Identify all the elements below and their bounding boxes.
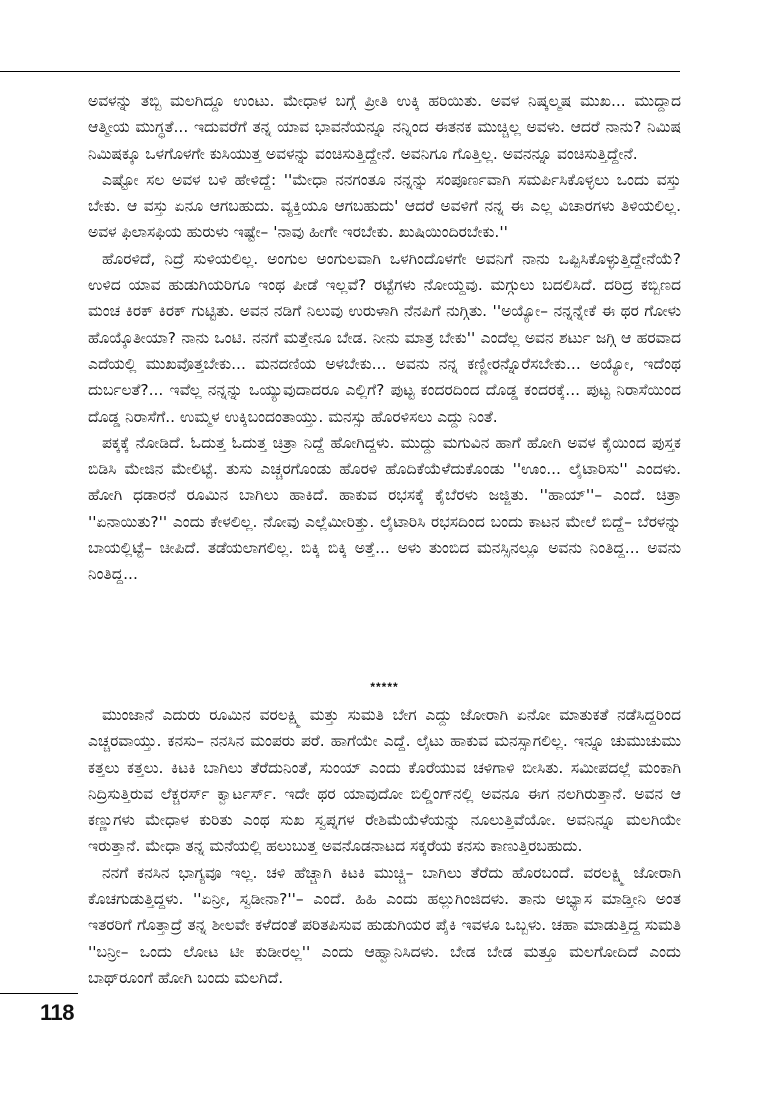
page-number: 118 (40, 1000, 74, 1025)
paragraph: ಅವಳನ್ನು ತಬ್ಬಿ ಮಲಗಿದ್ದೂ ಉಂಟು. ಮೇಧಾಳ ಬಗ್ಗೆ ಪ್ರೀತಿ ಉಕ್ಕಿ ಹರಿಯಿತು. ಅವಳ ನಿಷ್ಕಲ್ಮಷ ಮುಖ... ಮುದ್ದಾದ ಆತ್ಮೀಯ ಮುಗ್ಧತೆ... ಇದುವರೆಗೆ ತನ್ನ ಯಾವ ಭಾವನೆಯನ್ನೂ ನನ್ನಿಂದ ಈತನಕ ಮುಚ್ಚಿಲ್ಲ ಅವಳು. ಆದರೆ ನಾನು? ನಿಮಿಷ ನಿಮಿಷಕ್ಕೂ ಒಳಗೊಳಗೇ ಕುಸಿಯುತ್ತ ಅವಳನ್ನು ವಂಚಿಸುತ್ತಿದ್ದೇನೆ. ಅವನಿಗೂ ಗೊತ್ತಿಲ್ಲ. ಅವನನ್ನೂ ವಂಚಿಸುತ್ತಿದ್ದೇನೆ. (88, 92, 681, 163)
body-text-before-break (88, 88, 681, 588)
paragraph: ಮುಂಜಾನೆ ಎದುರು ರೂಮಿನ ವರಲಕ್ಷ್ಮಿ ಮತ್ತು ಸುಮತಿ ಬೇಗ ಎದ್ದು ಜೋರಾಗಿ ಏನೋ ಮಾತುಕತೆ ನಡೆಸಿದ್ದರಿಂದ ಎಚ್ಚರವಾಯ್ತು. ಕನಸು– ನನಸಿನ ಮಂಪರು ಪರೆ. ಹಾಗೆಯೇ ಎದ್ದೆ. ಲೈಟು ಹಾಕುವ ಮನಸ್ಸಾಗಲಿಲ್ಲ. ಇನ್ನೂ ಚುಮುಚುಮು ಕತ್ತಲು ಕತ್ತಲು. ಕಿಟಕಿ ಬಾಗಿಲು ತೆರೆದುನಿಂತೆ, ಸುಂಯ್ ಎಂದು ಕೊರೆಯುವ ಚಳಿಗಾಳಿ ಬೀಸಿತು. ಸಮೀಪದಲ್ಲೆ ಮಂಕಾಗಿ ನಿದ್ರಿಸುತ್ತಿರುವ ಲೆಕ್ಚರರ್ಸ್ ಕ್ವಾರ್ಟರ್ಸ್. ಇದೇ ಥರ ಯಾವುದೋ ಬಿಲ್ಡಿಂಗ್‌ನಲ್ಲಿ ಅವನೂ ಈಗ ನಲಗಿರುತ್ತಾನೆ. ಅವನ ಆ ಕಣ್ಣುಗಳು ಮೇಧಾಳ ಕುರಿತು ಎಂಥ ಸುಖ ಸ್ವಪ್ನಗಳ ರೇಶಿಮೆಯೆಳೆಯನ್ನು ನೂಲುತ್ತಿವೆಯೋ. ಅವನಿನ್ನೂ ಮಲಗಿಯೇ ಇರುತ್ತಾನೆ. ಮೇಧಾ ತನ್ನ ಮನೆಯಲ್ಲಿ ಹಲುಬುತ್ತ ಅವನೊಡನಾಟದ ಸಕ್ಕರೆಯ ಕನಸು ಕಾಣುತ್ತಿರಬಹುದು. (88, 706, 681, 856)
section-break: ***** (370, 680, 399, 694)
header-rule (0, 71, 680, 72)
footer-rule (0, 993, 78, 994)
paragraph: ಎಷ್ಟೋ ಸಲ ಅವಳ ಬಳಿ ಹೇಳಿದ್ದೆ: ''ಮೇಧಾ ನನಗಂತೂ ನನ್ನನ್ನು ಸಂಪೂರ್ಣವಾಗಿ ಸಮರ್ಪಿಸಿಕೊಳ್ಳಲು ಒಂದು ವಸ್ತು ಬೇಕು. ಆ ವಸ್ತು ಏನೂ ಆಗಬಹುದು. ವ್ಯಕ್ತಿಯೂ ಆಗಬಹುದು' ಆದರೆ ಅವಳಿಗೆ ನನ್ನ ಈ ಎಲ್ಲ ವಿಚಾರಗಳು ತಿಳಿಯಲಿಲ್ಲ. ಅವಳ ಫಿಲಾಸಫಿಯ ಹುರುಳು ಇಷ್ಟೇ– 'ನಾವು ಹೀಗೇ ಇರಬೇಕು. ಖುಷಿಯಿಂದಿರಬೇಕು.'' (88, 170, 681, 242)
paragraph: ನನಗೆ ಕನಸಿನ ಭಾಗ್ಯವೂ ಇಲ್ಲ. ಚಳಿ ಹೆಚ್ಚಾಗಿ ಕಿಟಕಿ ಮುಚ್ಚಿ– ಬಾಗಿಲು ತೆರೆದು ಹೊರಬಂದೆ. ವರಲಕ್ಷ್ಮಿ ಜೋರಾಗಿ ಕೊಚಗುಡುತ್ತಿದ್ದಳು. ''ಏನ್ರೀ, ಸ್ವಡೀನಾ?''– ಎಂದೆ. ಹಿಹಿ ಎಂದು ಹಲ್ಲುಗಿಂಜಿದಳು. ತಾನು ಅಭ್ಯಾಸ ಮಾಡ್ತೀನಿ ಅಂತ ಇತರರಿಗೆ ಗೊತ್ತಾದ್ರೆ ತನ್ನ ಶೀಲವೇ ಕಳೆದಂತೆ ಪರಿತಪಿಸುವ ಹುಡುಗಿಯರ ಪೈಕಿ ಇವಳೂ ಒಬ್ಬಳು. ಚಹಾ ಮಾಡುತ್ತಿದ್ದ ಸುಮತಿ ''ಬನ್ರೀ– ಒಂದು ಲೋಟ ಟೀ ಕುಡೀರಲ್ಲ'' ಎಂದು ಆಹ್ವಾನಿಸಿದಳು. ಬೇಡ ಬೇಡ ಮತ್ತೂ ಮಲಗೋದಿದೆ ಎಂದು ಬಾಥ್‌ರೂಂಗೆ ಹೋಗಿ ಬಂದು ಮಲಗಿದೆ. (88, 863, 681, 987)
paragraph: ಹೊರಳಿದೆ, ನಿದ್ರೆ ಸುಳಿಯಲಿಲ್ಲ. ಅಂಗುಲ ಅಂಗುಲವಾಗಿ ಒಳಗಿಂದೊಳಗೇ ಅವನಿಗೆ ನಾನು ಒಪ್ಪಿಸಿಕೊಳ್ಳುತ್ತಿದ್ದೇನೆಯೆ? ಉಳಿದ ಯಾವ ಹುಡುಗಿಯರಿಗೂ ಇಂಥ ಪೀಡೆ ಇಲ್ಲವೆ? ರಟ್ಟೆಗಳು ನೋಯ್ದವು. ಮಗ್ಗುಲು ಬದಲಿಸಿದೆ. ದರಿದ್ರ ಕಬ್ಬಿಣದ ಮಂಚ ಕಿರಕ್ ಕಿರಕ್ ಗುಟ್ಟಿತು. ಅವನ ನಡಿಗೆ ನಿಲುವು ಉರುಳಾಗಿ ನೆನಪಿಗೆ ನುಗ್ಗಿತು. ''ಅಯ್ಯೋ– ನನ್ನನ್ನೇಕೆ ಈ ಥರ ಗೋಳು ಹೊಯ್ಕೊತೀಯಾ? ನಾನು ಒಂಟಿ. ನನಗೆ ಮತ್ತೇನೂ ಬೇಡ. ನೀನು ಮಾತ್ರ ಬೇಕು'' ಎಂದೆಲ್ಲ ಅವನ ಶರ್ಟು ಜಗ್ಗಿ ಆ ಹರವಾದ ಎದೆಯಲ್ಲಿ ಮುಖವೊತ್ತಬೇಕು... ಮನದಣಿಯ ಅಳಬೇಕು... ಅವನು ನನ್ನ ಕಣ್ಣೀರನ್ನೊರೆಸಬೇಕು... ಅಯ್ಯೋ, ಇದೆಂಥ ದುರ್ಬಲತೆ?... ಇವೆಲ್ಲ ನನ್ನನ್ನು ಒಯ್ಯುವುದಾದರೂ ಎಲ್ಲಿಗೆ? ಪುಟ್ಟ ಕಂದರದಿಂದ ದೊಡ್ಡ ಕಂದರಕ್ಕೆ... ಪುಟ್ಟ ನಿರಾಸೆಯಿಂದ ದೊಡ್ಡ ನಿರಾಸೆಗೆ.. ಉಮ್ಮಳ ಉಕ್ಕಿಬಂದಂತಾಯ್ತು. ಮನಸ್ಸು ಹೊರಳಿಸಲು ಎದ್ದು ನಿಂತೆ. (88, 249, 681, 426)
paragraph: ಪಕ್ಕಕ್ಕೆ ನೋಡಿದೆ. ಓದುತ್ತ ಓದುತ್ತ ಚಿತ್ರಾ ನಿದ್ದೆ ಹೋಗಿದ್ದಳು. ಮುದ್ದು ಮಗುವಿನ ಹಾಗೆ ಹೋಗಿ ಅವಳ ಕೈಯಿಂದ ಪುಸ್ತಕ ಬಿಡಿಸಿ ಮೇಜಿನ ಮೇಲಿಟ್ಟೆ. ತುಸು ಎಚ್ಚರಗೊಂಡು ಹೊರಳಿ ಹೊದಿಕೆಯೆಳೆದುಕೊಂಡು ''ಊಂ... ಲೈಟಾರಿಸು'' ಎಂದಳು. ಹೋಗಿ ಧಡಾರನೆ ರೂಮಿನ ಬಾಗಿಲು ಹಾಕಿದೆ. ಹಾಕುವ ರಭಸಕ್ಕೆ ಕೈಬೆರಳು ಜಜ್ಜಿತು. ''ಹಾಯ್''– ಎಂದೆ. ಚಿತ್ರಾ ''ಏನಾಯಿತು?'' ಎಂದು ಕೇಳಲಿಲ್ಲ. ನೋವು ಎಲ್ಲೆಮೀರಿತ್ತು. ಲೈಟಾರಿಸಿ ರಭಸದಿಂದ ಬಂದು ಕಾಟನ ಮೇಲೆ ಬಿದ್ದೆ– ಬೆರಳನ್ನು ಬಾಯಲ್ಲಿಟ್ಟೆ– ಚೀಪಿದೆ. ತಡೆಯಲಾಗಲಿಲ್ಲ. ಬಿಕ್ಕಿ ಬಿಕ್ಕಿ ಅತ್ತೆ... ಅಳು ತುಂಬಿದ ಮನಸ್ಸಿನಲ್ಲೂ ಅವನು ನಿಂತಿದ್ದ... ಅವನು ನಿಂತಿದ್ದ... (88, 433, 681, 584)
body-text-after-break (88, 702, 681, 991)
